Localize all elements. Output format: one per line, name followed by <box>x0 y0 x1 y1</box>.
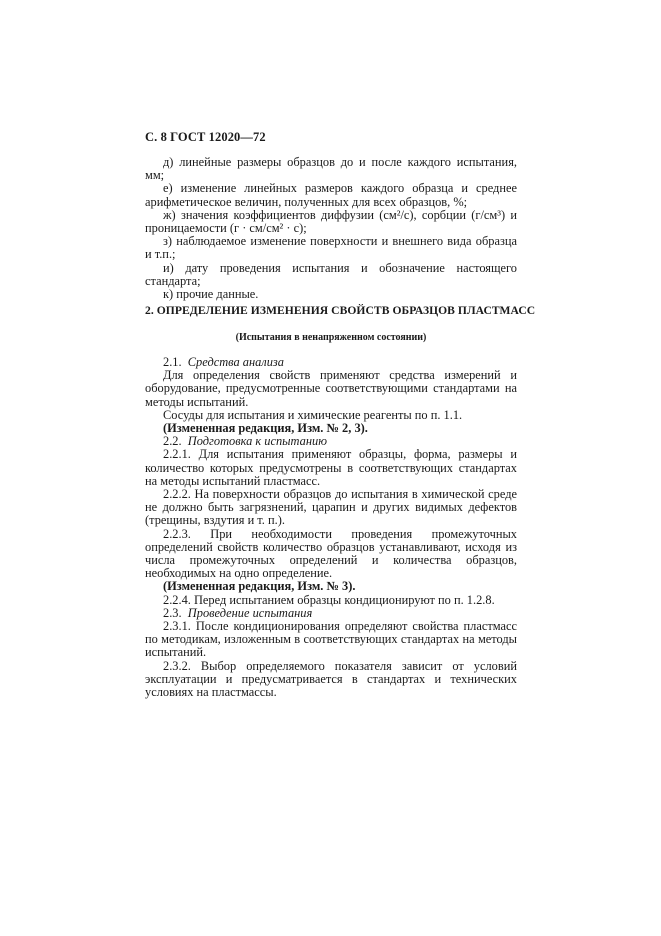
clause-title: Подготовка к испытанию <box>187 434 327 449</box>
clause-number: 2.1. <box>163 355 182 369</box>
clause-2-1-text: Для определения свойств применяют средства измерений и оборудование, предусмотренные соответствующими стандартами на методы испытаний. <box>145 368 517 409</box>
list-item-e: е) изменение линейных размеров каждого образца и среднее арифметическое величин, полученных для всех образцов, %; <box>145 181 517 209</box>
clause-title: Проведение испытания <box>187 605 313 620</box>
clause-2-3-1: 2.3.1. После кондиционирования определяют свойства пластмасс по методикам, изложенным в соответствующих стандартах на методы испытаний. <box>145 619 517 660</box>
clause-title: Средства анализа <box>187 355 284 369</box>
list-item-d: д) линейные размеры образцов до и после каждого испытания, мм; <box>145 155 517 183</box>
clause-2-2-4: 2.2.4. Перед испытанием образцы кондиционируют по п. 1.2.8. <box>163 592 495 607</box>
list-item-z: з) наблюдаемое изменение поверхности и внешнего вида образца и т.п.; <box>145 234 517 262</box>
vessels-text: Сосуды для испытания и химические реагенты по п. 1.1. <box>163 407 463 422</box>
page-header: С. 8 ГОСТ 12020—72 <box>145 130 266 144</box>
list-item-k: к) прочие данные. <box>163 287 259 302</box>
list-item-i: и) дату проведения испытания и обозначение настоящего стандарта; <box>145 260 517 288</box>
section-2-heading: 2. ОПРЕДЕЛЕНИЕ ИЗМЕНЕНИЯ СВОЙСТВ ОБРАЗЦОВ ПЛАСТМАСС <box>145 304 536 317</box>
revision-note: (Измененная редакция, Изм. № 3). <box>163 579 356 594</box>
report-contents-list <box>145 156 517 301</box>
section-2-body <box>145 356 517 699</box>
clause-number: 2.2. <box>163 434 182 449</box>
clause-2-2-3: 2.2.3. При необходимости проведения промежуточных определений свойств количество образцов устанавливают, исходя из числа промежуточных определений и количества образцов, необходимых на одно определение. <box>145 526 517 581</box>
clause-2-2-2: 2.2.2. На поверхности образцов до испытания в химической среде не должно быть загрязнений, царапин и других видимых дефектов (трещины, вздутия и т. п.). <box>145 487 517 528</box>
clause-number: 2.3. <box>163 605 182 620</box>
section-2-subheading: (Испытания в ненапряженном состоянии) <box>235 332 427 343</box>
revision-note: (Измененная редакция, Изм. № 2, 3). <box>163 421 368 436</box>
clause-2-2-1: 2.2.1. Для испытания применяют образцы, форма, размеры и количество которых предусмотрены в соответствующих стандартах на методы испытаний пластмасс. <box>145 447 517 488</box>
list-item-zh: ж) значения коэффициентов диффузии (см²/с), сорбции (г/см³) и проницаемости (г · см/см² · с); <box>145 207 517 236</box>
clause-2-3-2: 2.3.2. Выбор определяемого показателя зависит от условий эксплуатации и предусматривается в стандартах и технических условиях на пластмассы. <box>145 658 517 700</box>
